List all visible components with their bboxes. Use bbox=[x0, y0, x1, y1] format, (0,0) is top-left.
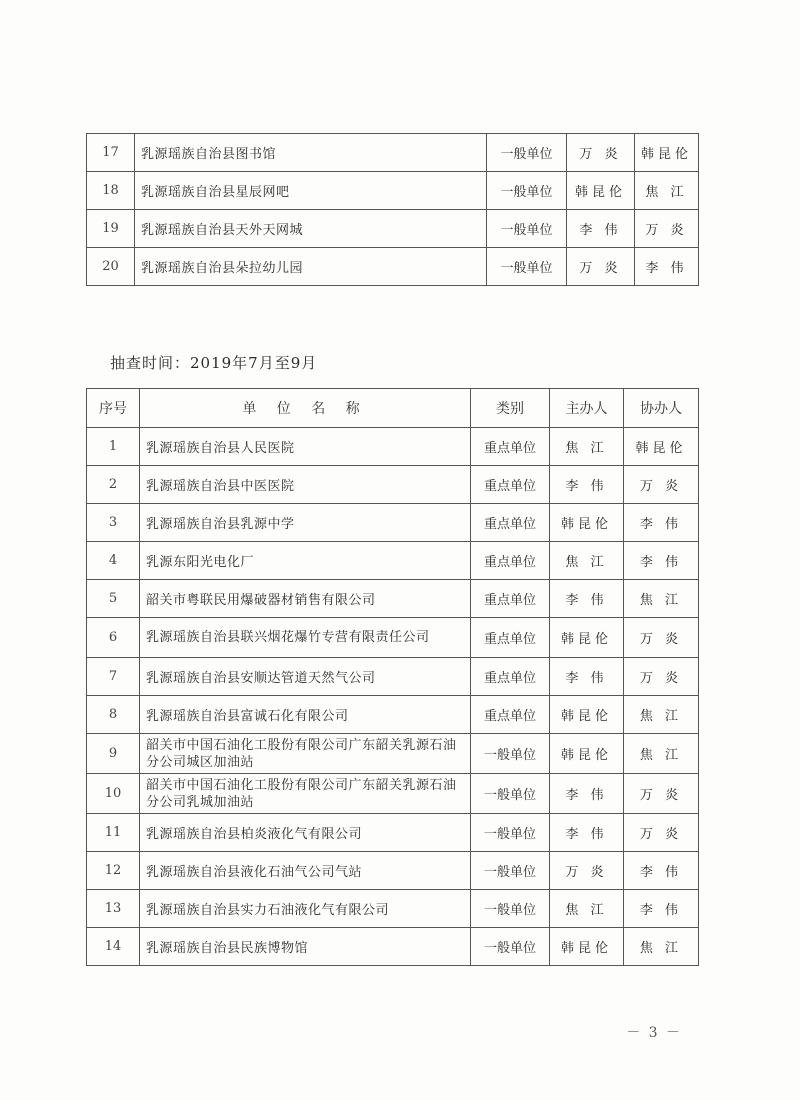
table-row bbox=[87, 928, 699, 966]
row-category: 重点单位 bbox=[471, 580, 550, 618]
row-host: 李 伟 bbox=[567, 210, 635, 248]
row-assistant: 焦 江 bbox=[624, 928, 699, 966]
inspection-table bbox=[86, 388, 699, 966]
row-seq-number: 7 bbox=[87, 658, 140, 696]
row-category: 重点单位 bbox=[471, 658, 550, 696]
row-unit-name: 乳源瑶族自治县富诚石化有限公司 bbox=[140, 696, 471, 734]
table-row bbox=[87, 580, 699, 618]
table-row bbox=[87, 504, 699, 542]
row-host: 李 伟 bbox=[550, 580, 624, 618]
row-assistant: 万 炎 bbox=[624, 658, 699, 696]
inspection-table-body bbox=[87, 428, 699, 966]
row-host: 韩昆伦 bbox=[567, 172, 635, 210]
table-row bbox=[87, 774, 699, 814]
row-host: 焦 江 bbox=[550, 890, 624, 928]
row-seq-number: 14 bbox=[87, 928, 140, 966]
row-category: 一般单位 bbox=[487, 248, 567, 286]
inspection-table-continued bbox=[86, 133, 699, 286]
row-seq-number: 3 bbox=[87, 504, 140, 542]
row-seq-number: 4 bbox=[87, 542, 140, 580]
table-row bbox=[87, 658, 699, 696]
row-category: 重点单位 bbox=[471, 428, 550, 466]
header-assistant: 协办人 bbox=[624, 389, 699, 428]
row-assistant: 万 炎 bbox=[624, 466, 699, 504]
page-number: － 3 － bbox=[626, 1025, 682, 1041]
row-unit-name: 乳源瑶族自治县民族博物馆 bbox=[140, 928, 471, 966]
table-row bbox=[87, 852, 699, 890]
table-header-row bbox=[87, 389, 699, 428]
row-unit-name: 乳源瑶族自治县乳源中学 bbox=[140, 504, 471, 542]
table-row bbox=[87, 734, 699, 774]
row-seq-number: 20 bbox=[87, 248, 135, 286]
table-row bbox=[87, 814, 699, 852]
row-assistant: 万 炎 bbox=[624, 618, 699, 658]
row-assistant: 李 伟 bbox=[635, 248, 699, 286]
row-unit-name: 乳源瑶族自治县实力石油液化气有限公司 bbox=[140, 890, 471, 928]
table-row bbox=[87, 172, 699, 210]
row-host: 韩昆伦 bbox=[550, 618, 624, 658]
row-unit-name: 乳源东阳光电化厂 bbox=[140, 542, 471, 580]
row-category: 一般单位 bbox=[487, 172, 567, 210]
row-category: 一般单位 bbox=[487, 210, 567, 248]
table-row bbox=[87, 466, 699, 504]
row-category: 一般单位 bbox=[487, 134, 567, 172]
row-host: 韩昆伦 bbox=[550, 734, 624, 774]
row-category: 重点单位 bbox=[471, 542, 550, 580]
row-assistant: 焦 江 bbox=[624, 696, 699, 734]
row-seq-number: 12 bbox=[87, 852, 140, 890]
row-seq-number: 6 bbox=[87, 618, 140, 658]
row-seq-number: 18 bbox=[87, 172, 135, 210]
row-host: 焦 江 bbox=[550, 428, 624, 466]
row-assistant: 韩昆伦 bbox=[624, 428, 699, 466]
table-row bbox=[87, 134, 699, 172]
row-unit-name: 韶关市中国石油化工股份有限公司广东韶关乳源石油分公司城区加油站 bbox=[140, 734, 471, 774]
row-assistant: 李 伟 bbox=[624, 852, 699, 890]
header-host: 主办人 bbox=[550, 389, 624, 428]
row-category: 一般单位 bbox=[471, 852, 550, 890]
row-category: 重点单位 bbox=[471, 466, 550, 504]
row-host: 李 伟 bbox=[550, 658, 624, 696]
row-assistant: 韩昆伦 bbox=[635, 134, 699, 172]
inspection-table-continued-body bbox=[87, 134, 699, 286]
table-row bbox=[87, 210, 699, 248]
row-host: 焦 江 bbox=[550, 542, 624, 580]
row-host: 李 伟 bbox=[550, 466, 624, 504]
row-unit-name: 乳源瑶族自治县图书馆 bbox=[135, 134, 487, 172]
row-category: 一般单位 bbox=[471, 890, 550, 928]
row-seq-number: 17 bbox=[87, 134, 135, 172]
row-unit-name: 乳源瑶族自治县柏炎液化气有限公司 bbox=[140, 814, 471, 852]
table-row bbox=[87, 428, 699, 466]
row-host: 李 伟 bbox=[550, 774, 624, 814]
row-category: 一般单位 bbox=[471, 814, 550, 852]
row-assistant: 李 伟 bbox=[624, 542, 699, 580]
row-seq-number: 10 bbox=[87, 774, 140, 814]
row-category: 重点单位 bbox=[471, 696, 550, 734]
row-assistant: 万 炎 bbox=[624, 814, 699, 852]
row-assistant: 焦 江 bbox=[635, 172, 699, 210]
row-category: 重点单位 bbox=[471, 618, 550, 658]
row-unit-name: 乳源瑶族自治县星辰网吧 bbox=[135, 172, 487, 210]
header-seq: 序号 bbox=[87, 389, 140, 428]
table-row bbox=[87, 618, 699, 658]
row-assistant: 李 伟 bbox=[624, 504, 699, 542]
row-host: 万 炎 bbox=[567, 134, 635, 172]
row-seq-number: 5 bbox=[87, 580, 140, 618]
row-seq-number: 1 bbox=[87, 428, 140, 466]
table-row bbox=[87, 248, 699, 286]
row-unit-name: 乳源瑶族自治县联兴烟花爆竹专营有限责任公司 bbox=[140, 618, 471, 658]
row-seq-number: 9 bbox=[87, 734, 140, 774]
row-unit-name: 乳源瑶族自治县中医医院 bbox=[140, 466, 471, 504]
row-category: 一般单位 bbox=[471, 734, 550, 774]
row-host: 万 炎 bbox=[567, 248, 635, 286]
row-seq-number: 19 bbox=[87, 210, 135, 248]
row-seq-number: 2 bbox=[87, 466, 140, 504]
header-unit-name: 单 位 名 称 bbox=[140, 389, 471, 428]
row-seq-number: 13 bbox=[87, 890, 140, 928]
row-assistant: 万 炎 bbox=[635, 210, 699, 248]
row-unit-name: 乳源瑶族自治县朵拉幼儿园 bbox=[135, 248, 487, 286]
row-assistant: 焦 江 bbox=[624, 734, 699, 774]
header-category: 类别 bbox=[471, 389, 550, 428]
row-category: 一般单位 bbox=[471, 928, 550, 966]
row-host: 韩昆伦 bbox=[550, 696, 624, 734]
row-assistant: 李 伟 bbox=[624, 890, 699, 928]
row-host: 李 伟 bbox=[550, 814, 624, 852]
row-seq-number: 8 bbox=[87, 696, 140, 734]
row-unit-name: 乳源瑶族自治县液化石油气公司气站 bbox=[140, 852, 471, 890]
row-unit-name: 乳源瑶族自治县安顺达管道天然气公司 bbox=[140, 658, 471, 696]
row-seq-number: 11 bbox=[87, 814, 140, 852]
check-time-label: 抽查时间：2019年7月至9月 bbox=[110, 354, 318, 372]
row-assistant: 焦 江 bbox=[624, 580, 699, 618]
row-category: 一般单位 bbox=[471, 774, 550, 814]
row-unit-name: 韶关市中国石油化工股份有限公司广东韶关乳源石油分公司乳城加油站 bbox=[140, 774, 471, 814]
row-unit-name: 乳源瑶族自治县天外天网城 bbox=[135, 210, 487, 248]
row-category: 重点单位 bbox=[471, 504, 550, 542]
row-host: 韩昆伦 bbox=[550, 504, 624, 542]
table-row bbox=[87, 696, 699, 734]
row-host: 韩昆伦 bbox=[550, 928, 624, 966]
table-row bbox=[87, 890, 699, 928]
row-unit-name: 韶关市粤联民用爆破器材销售有限公司 bbox=[140, 580, 471, 618]
table-row bbox=[87, 542, 699, 580]
row-unit-name: 乳源瑶族自治县人民医院 bbox=[140, 428, 471, 466]
row-host: 万 炎 bbox=[550, 852, 624, 890]
row-assistant: 万 炎 bbox=[624, 774, 699, 814]
